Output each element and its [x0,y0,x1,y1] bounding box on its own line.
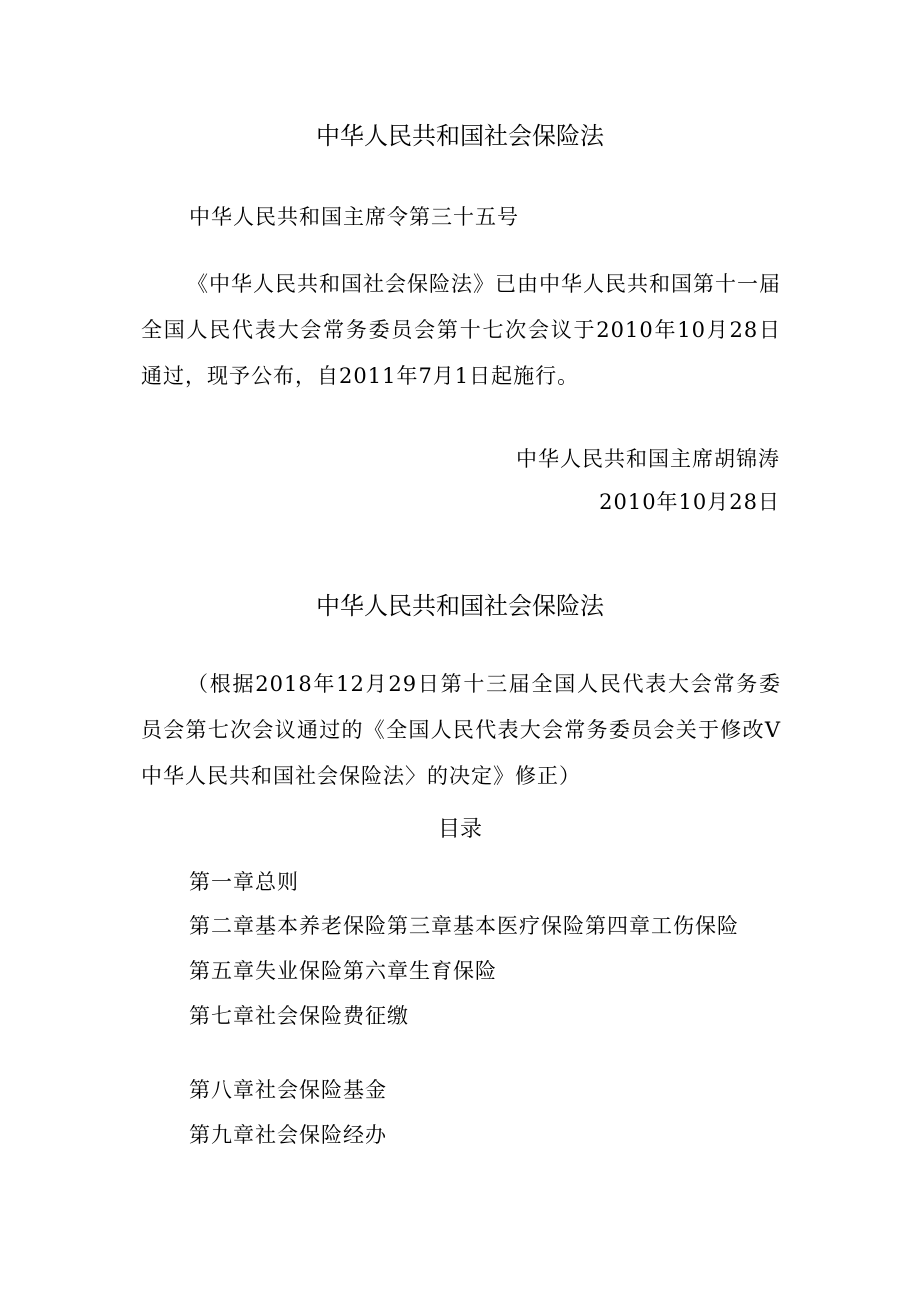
promulgation-paragraph: 《中华人民共和国社会保险法》已由中华人民共和国第十一届全国人民代表大会常务委员会第十七次会议于2010年10月28日通过，现予公布，自2011年7月1日起施行。 [141,272,781,388]
law-title: 中华人民共和国社会保险法 [316,592,604,620]
signature-date: 2010年10月28日 [599,490,780,514]
toc-item-chapters-2-4: 第二章基本养老保险第三章基本医疗保险第四章工伤保险 [189,914,739,938]
toc-item-chapter-7: 第七章社会保险费征缴 [189,1004,409,1028]
presidential-order-number: 中华人民共和国主席令第三十五号 [189,205,519,229]
signatory: 中华人民共和国主席胡锦涛 [516,447,780,471]
document-title: 中华人民共和国社会保险法 [316,122,604,150]
toc-heading: 目录 [437,817,482,842]
amendment-note: （根据2018年12月29日第十三届全国人民代表大会常务委员会第七次会议通过的《全国人民代表大会常务委员会关于修改V中华人民共和国社会保险法〉的决定》修正） [141,672,781,788]
toc-item-chapters-5-6: 第五章失业保险第六章生育保险 [189,959,497,983]
toc-item-chapter-8: 第八章社会保险基金 [189,1078,387,1102]
toc-item-chapter-9: 第九章社会保险经办 [189,1123,387,1147]
toc-item-chapter-1: 第一章总则 [189,870,299,894]
